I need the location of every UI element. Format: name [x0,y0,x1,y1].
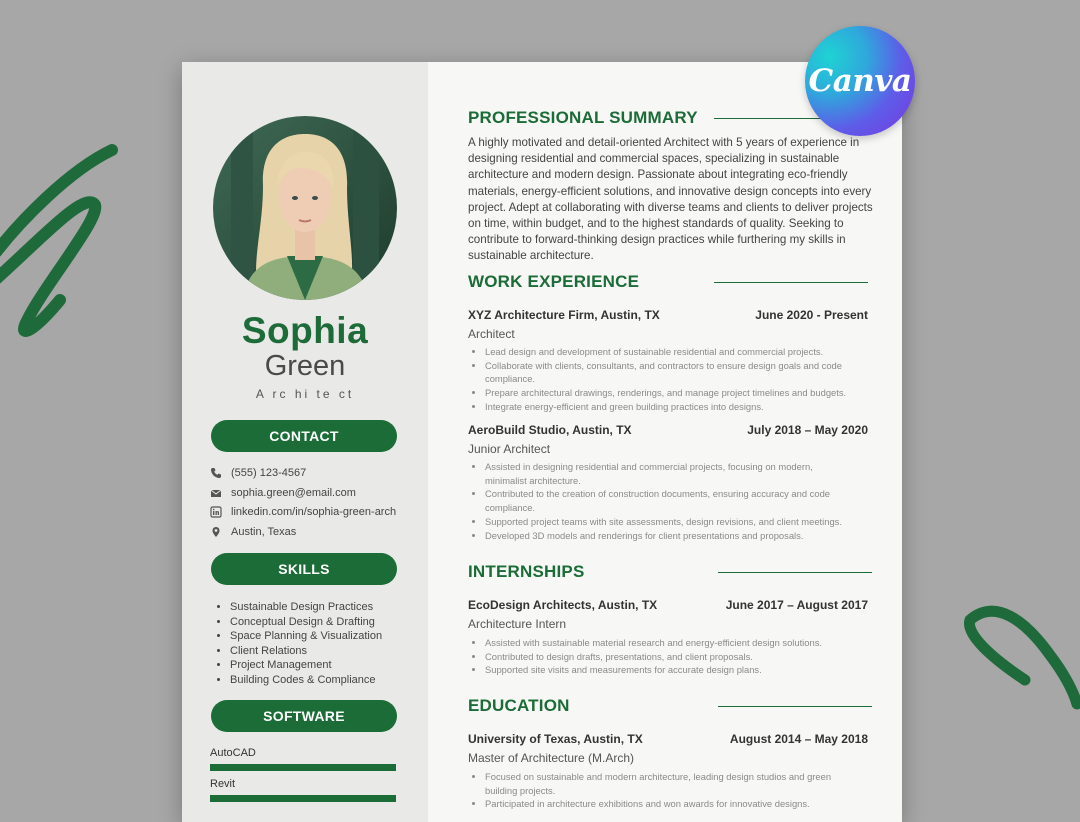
job-bullets [471,345,855,414]
list-item: • Sustainable Design Practices [230,600,382,615]
phone-icon [210,467,222,479]
contact-location [210,526,296,538]
skills-list [216,600,382,688]
list-item: • Supported site visits and measurements for accurate design plans. [485,663,855,677]
job-title: A rc hi te ct [255,387,355,401]
decorative-swoosh-left [0,130,130,340]
software-heading: SOFTWARE [211,700,397,732]
list-item: • Participated in architecture exhibitions and won awards for innovative designs. [485,797,855,811]
list-item: • Space Planning & Visualization [230,629,382,644]
contact-phone [210,467,306,479]
education-degree: Master of Architecture (M.Arch) [468,751,635,765]
experience-heading: WORK EXPERIENCE [468,272,640,291]
resume-sheet [182,62,902,822]
internship-role: Architecture Intern [468,617,567,631]
education-dates: August 2014 – May 2018 [729,732,868,746]
contact-heading: CONTACT [211,420,397,452]
internship-company: EcoDesign Architects, Austin, TX [468,598,658,612]
job-role: Junior Architect [468,442,551,456]
list-item: • Project Management [230,658,382,673]
phone-text: (555) 123-4567 [231,467,307,479]
list-item: • Assisted with sustainable material research and energy-efficient design solutions. [485,636,855,650]
list-item: • Contributed to design drafts, presentations, and client proposals. [485,650,855,664]
portrait-illustration [213,116,397,300]
summary-heading: PROFESSIONAL SUMMARY [468,108,698,127]
list-item: • Contributed to the creation of construction documents, ensuring accuracy and code compliance. [485,487,855,514]
job-company: XYZ Architecture Firm, Austin, TX [468,308,660,322]
first-name: Sophia [241,310,369,351]
internship-dates: June 2017 – August 2017 [725,598,868,612]
internship-bullets [471,636,855,677]
envelope-icon [210,487,222,499]
job-dates: June 2020 - Present [755,308,868,322]
software-name: Revit [210,778,236,790]
profile-photo [213,116,397,300]
education-school: University of Texas, Austin, TX [468,732,643,746]
decorative-swoosh-right [955,600,1080,710]
list-item: • Building Codes & Compliance [230,673,382,688]
linkedin-link[interactable]: linkedin.com/in/sophia-green-arch [231,506,397,518]
location-pin-icon [210,526,222,538]
software-level-bar [210,764,396,771]
list-item: • Prepare architectural drawings, renderings, and manage project timelines and budgets. [485,386,855,400]
contact-linkedin [210,506,396,518]
summary-text: A highly motivated and detail-oriented Architect with 5 years of experience in designing residential and commercial spaces, specializing in sustainable architecture and modern design. Passionate about integrating eco-friendly materials, energy-efficient solutions, and innovative design concepts into every project. Adept at collaborating with diverse teams and clients to deliver projects on time, within budget, and to the highest standards of quality. Seeking to contribute to forward-thinking design practices while furthering my skills in sustainable architecture. [468,136,873,263]
job-role: Architect [468,327,515,341]
location-text: Austin, Texas [231,526,297,538]
list-item: • Collaborate with clients, consultants, and contractors to ensure design goals and code compliance. [485,359,855,386]
list-item: • Assisted in designing residential and commercial projects, focusing on modern, minimalist architecture. [485,460,855,487]
skills-heading: SKILLS [211,553,397,585]
education-bullets [471,770,855,811]
software-name: AutoCAD [210,747,256,759]
email-link[interactable]: sophia.green@email.com [231,487,356,499]
last-name: Green [264,350,346,382]
list-item: • Focused on sustainable and modern architecture, leading design studios and green building projects. [485,770,855,797]
contact-email [210,487,356,499]
education-heading: EDUCATION [468,696,570,715]
internships-heading: INTERNSHIPS [468,562,585,581]
list-item: • Client Relations [230,644,382,659]
canva-logo-badge [805,26,915,136]
list-item: • Lead design and development of sustainable residential and commercial projects. [485,345,855,359]
canva-logo-text: Canva [808,63,912,99]
list-item: • Integrate energy-efficient and green building practices into designs. [485,400,855,414]
list-item: • Supported project teams with site assessments, design revisions, and client meetings. [485,515,855,529]
section-divider [718,572,872,573]
resume-main [428,62,902,822]
resume-sidebar [182,62,428,822]
section-divider [714,282,868,283]
linkedin-icon [210,506,222,518]
section-divider [718,706,872,707]
list-item: • Developed 3D models and renderings for client presentations and proposals. [485,529,855,543]
job-company: AeroBuild Studio, Austin, TX [468,423,632,437]
list-item: • Conceptual Design & Drafting [230,615,382,630]
job-bullets [471,460,855,542]
job-dates: July 2018 – May 2020 [747,423,868,437]
software-level-bar [210,795,396,802]
